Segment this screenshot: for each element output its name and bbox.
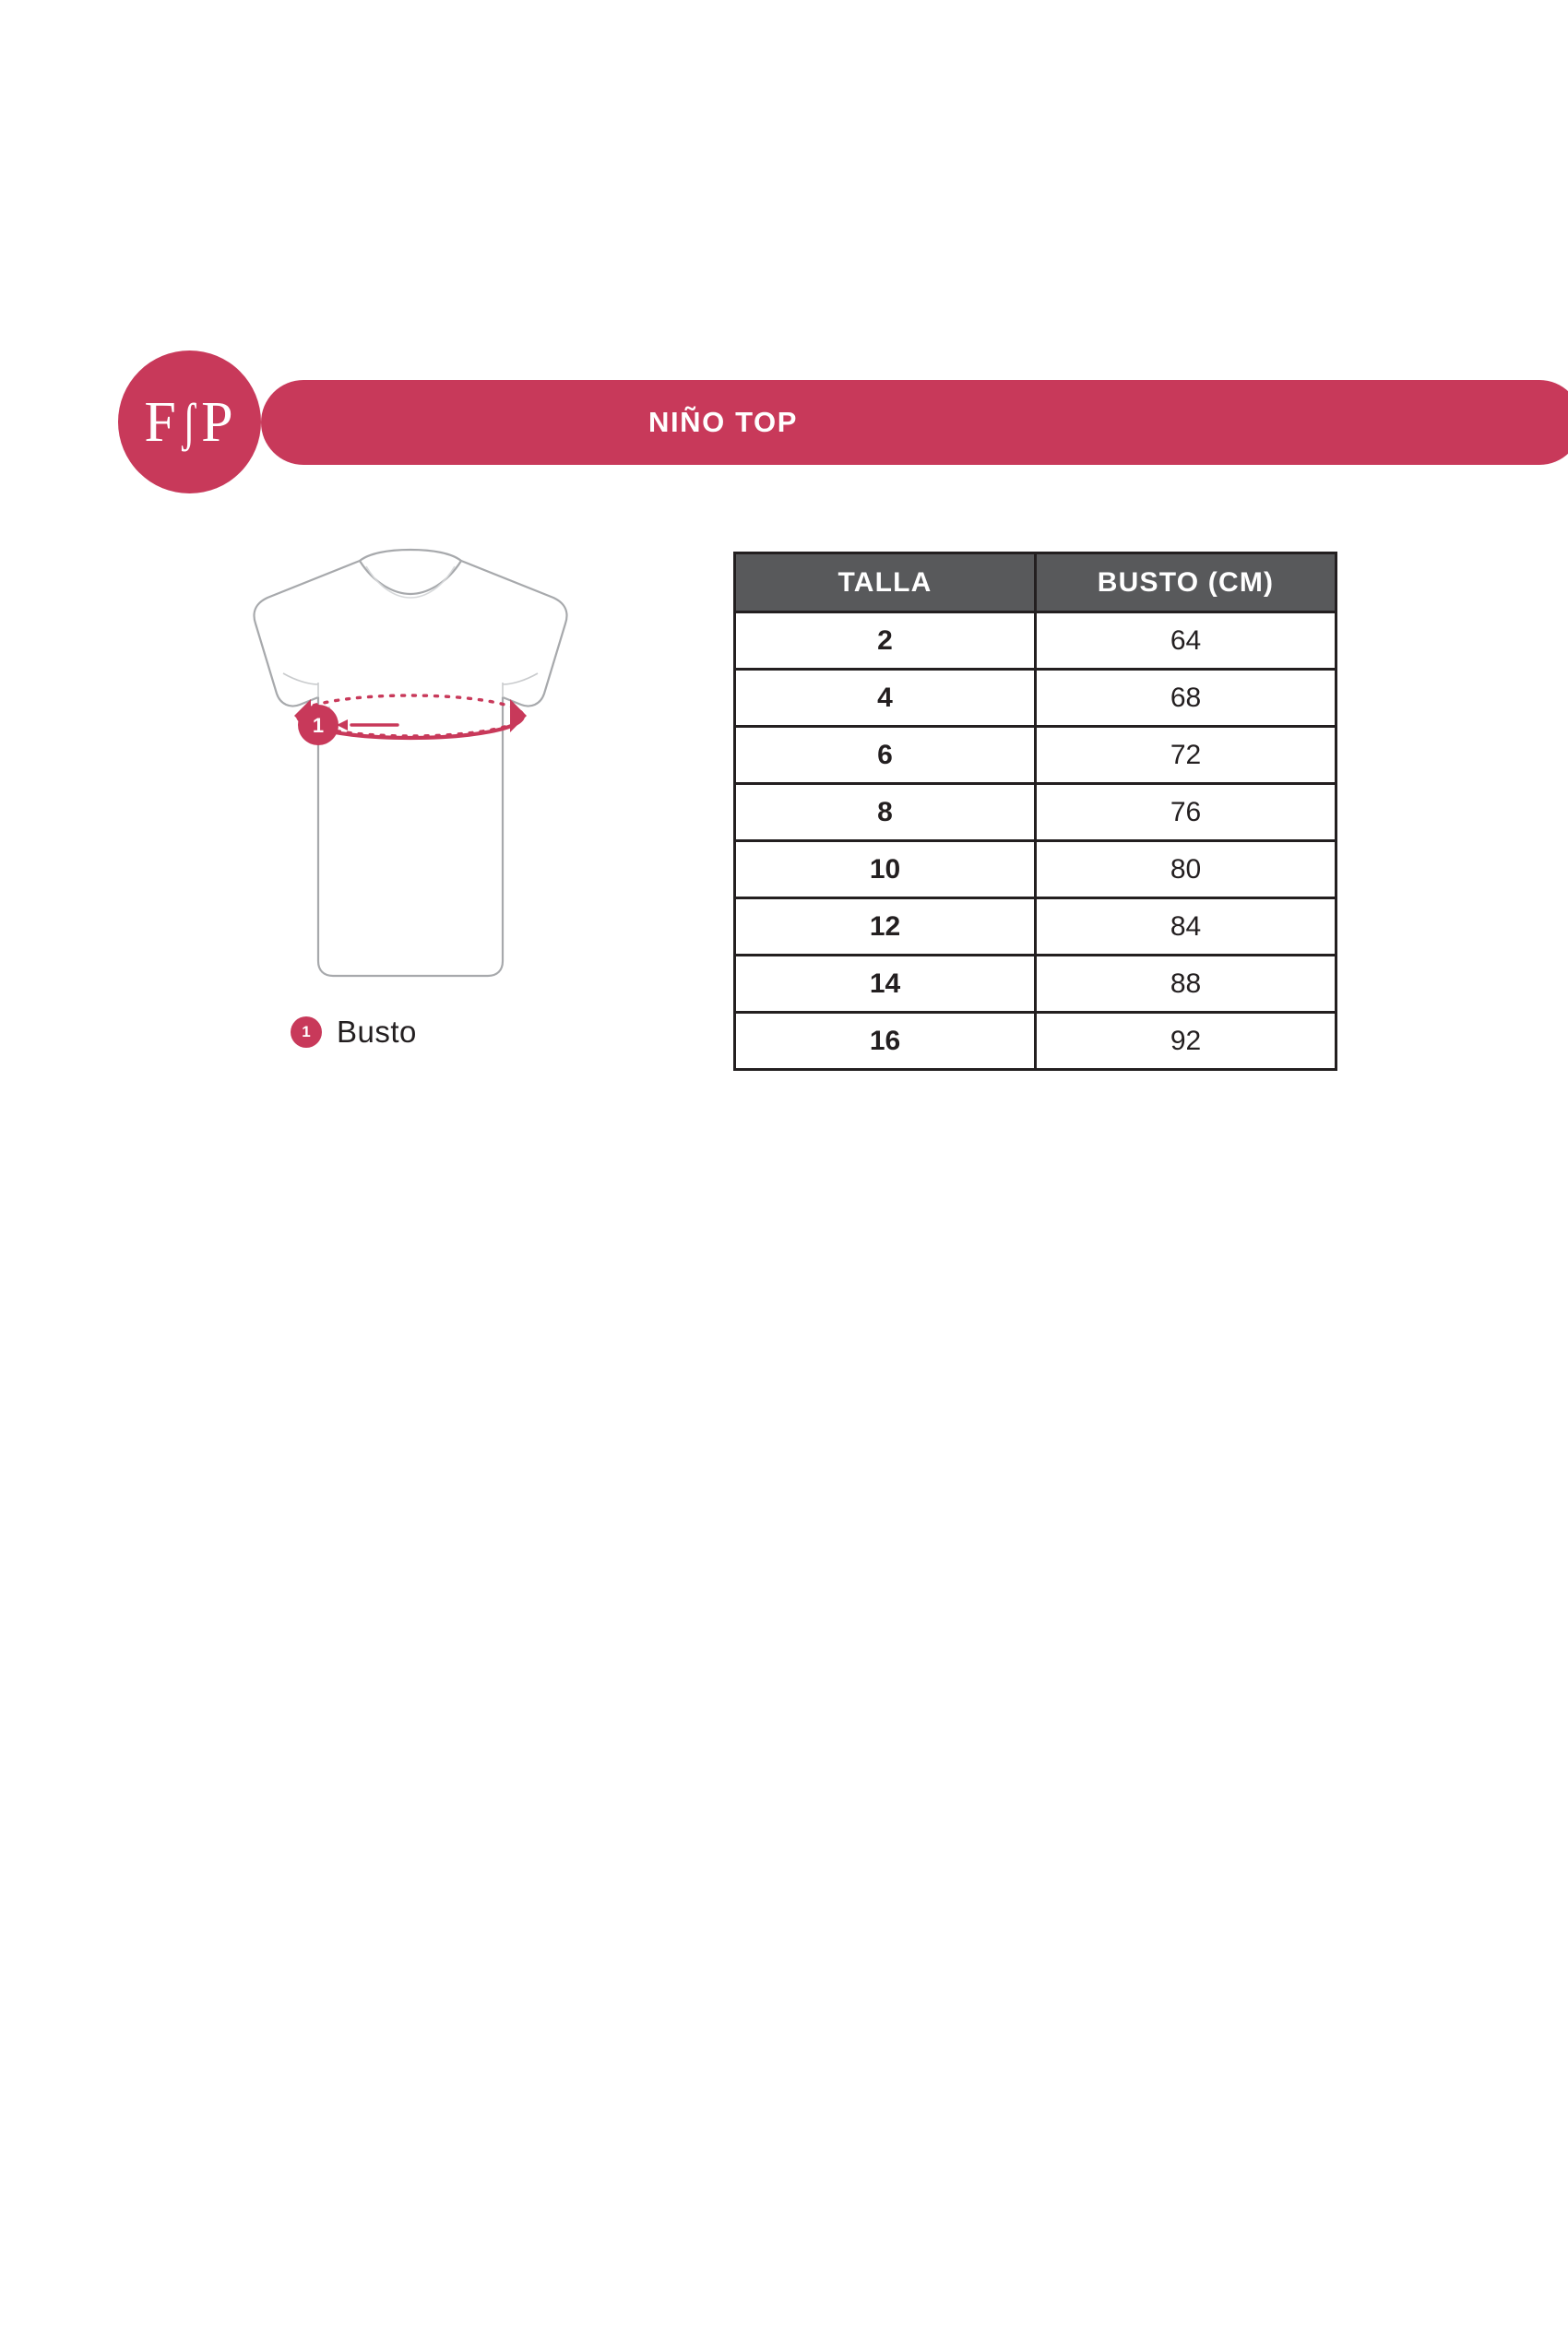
table-row	[735, 1013, 1336, 1070]
cell-busto: 80	[1036, 841, 1336, 898]
brand-logo-text	[144, 390, 235, 454]
cell-busto: 68	[1036, 670, 1336, 727]
page-header	[118, 350, 1455, 493]
column-header-talla: TALLA	[735, 553, 1036, 612]
cell-talla: 2	[735, 612, 1036, 670]
cell-busto: 64	[1036, 612, 1336, 670]
column-header-busto: BUSTO (CM)	[1036, 553, 1336, 612]
garment-illustration	[226, 544, 613, 1015]
cell-talla: 6	[735, 727, 1036, 784]
cell-busto: 88	[1036, 956, 1336, 1013]
table-row	[735, 784, 1336, 841]
table-row	[735, 841, 1336, 898]
svg-text:1: 1	[312, 714, 325, 737]
cell-busto: 92	[1036, 1013, 1336, 1070]
cell-talla: 4	[735, 670, 1036, 727]
legend-marker-badge: 1	[291, 1016, 322, 1048]
cell-talla: 14	[735, 956, 1036, 1013]
size-chart-table	[733, 552, 1337, 1071]
brand-logo	[118, 350, 261, 493]
cell-busto: 76	[1036, 784, 1336, 841]
cell-talla: 16	[735, 1013, 1036, 1070]
cell-talla: 8	[735, 784, 1036, 841]
brand-logo-letter-f: F	[144, 390, 178, 454]
tshirt-icon	[226, 544, 613, 1015]
table-row	[735, 612, 1336, 670]
cell-talla: 12	[735, 898, 1036, 956]
legend-busto	[291, 1015, 417, 1050]
cell-talla: 10	[735, 841, 1036, 898]
table-row	[735, 956, 1336, 1013]
legend-label: Busto	[337, 1015, 417, 1049]
table-row	[735, 670, 1336, 727]
page-title: NIÑO TOP	[647, 406, 799, 438]
table-row	[735, 727, 1336, 784]
table-row	[735, 898, 1336, 956]
brand-logo-swash: ʃ	[182, 391, 197, 452]
cell-busto: 84	[1036, 898, 1336, 956]
brand-logo-letter-p: P	[201, 390, 235, 454]
cell-busto: 72	[1036, 727, 1336, 784]
table-header-row	[735, 553, 1336, 612]
